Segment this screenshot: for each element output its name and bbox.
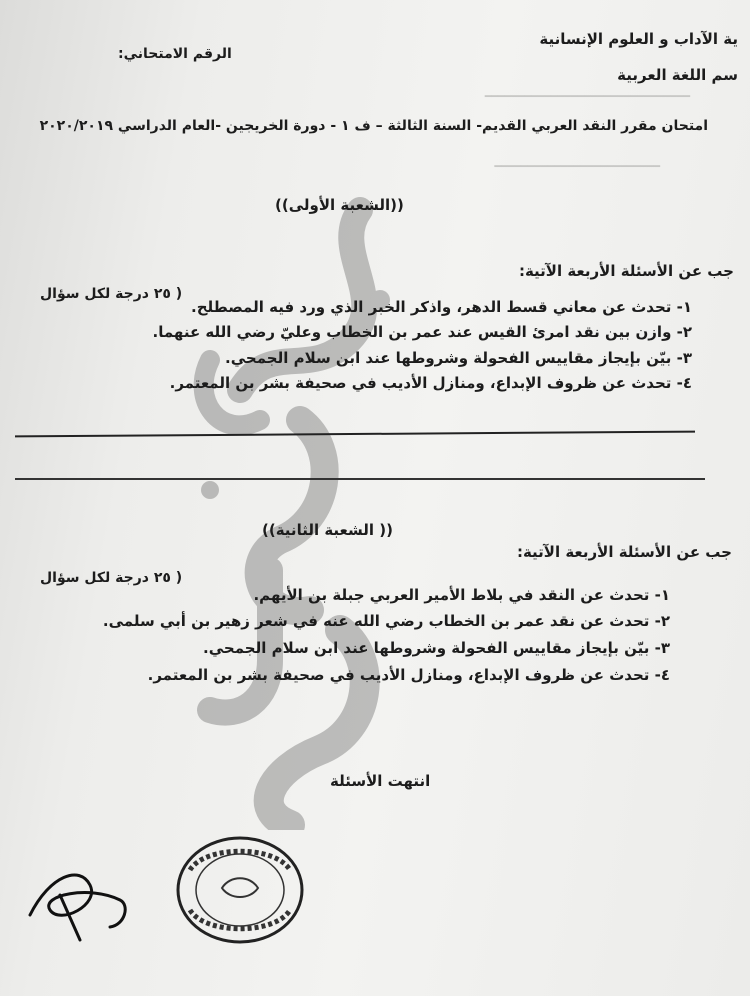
handwritten-signature <box>20 855 140 945</box>
exam-title: امتحان مقرر النقد العربي القديم- السنة الثالثة – ف ١ - دورة الخريجين -العام الدراسي ٢٠٢٠/٢٠١٩ <box>39 118 708 134</box>
end-of-questions: انتهت الأسئلة <box>330 772 431 790</box>
faculty-name: ية الآداب و العلوم الإنسانية <box>539 30 738 48</box>
question-item: ٢- وازن بين نقد امرئ القيس عند عمر بن الخطاب وعليّ رضي الله عنهما. <box>152 323 692 341</box>
section-instruction: جب عن الأسئلة الأربعة الآتية: <box>518 262 734 280</box>
question-item: ٣- بيّن بإيجاز مقاييس الفحولة وشروطها عند ابن سلام الجمحي. <box>225 349 692 367</box>
section-title: (( الشعبة الثانية)) <box>262 521 393 539</box>
marks-note: ( ٢٥ درجة لكل سؤال <box>40 570 183 586</box>
section-title: ((الشعبة الأولى)) <box>275 196 404 214</box>
watermark-calligraphy <box>150 190 430 830</box>
department-name: سم اللغة العربية <box>617 66 738 84</box>
bleed-through-text: ━━━━━━━━━━━━━━━━━━━━━━━━━━━━━━━ <box>484 90 690 103</box>
question-item: ١- تحدث عن النقد في بلاط الأمير العربي جبلة بن الأيهم. <box>253 586 670 604</box>
question-item: ٣- بيّن بإيجاز مقاييس الفحولة وشروطها عند ابن سلام الجمحي. <box>203 639 670 657</box>
section-divider <box>15 478 705 480</box>
question-item: ٤- تحدث عن ظروف الإبداع، ومنازل الأديب في صحيفة بشر بن المعتمر. <box>147 666 670 684</box>
question-item: ١- تحدث عن معاني قسط الدهر، واذكر الخبر الذي ورد فيه المصطلح. <box>191 298 692 316</box>
section-instruction: جب عن الأسئلة الأربعة الآتية: <box>516 543 732 561</box>
question-item: ٢- تحدث عن نقد عمر بن الخطاب رضي الله عنه في شعر زهير بن أبي سلمى. <box>102 612 670 630</box>
question-item: ٤- تحدث عن ظروف الإبداع، ومنازل الأديب في صحيفة بشر بن المعتمر. <box>169 374 692 392</box>
exam-number-label: الرقم الامتحاني: <box>118 46 232 62</box>
marks-note: ( ٢٥ درجة لكل سؤال <box>40 286 183 302</box>
official-stamp <box>170 830 310 950</box>
bleed-through-text: ━━━━━━━━━━━━━━━━━━━━━━━━━ <box>494 160 660 173</box>
